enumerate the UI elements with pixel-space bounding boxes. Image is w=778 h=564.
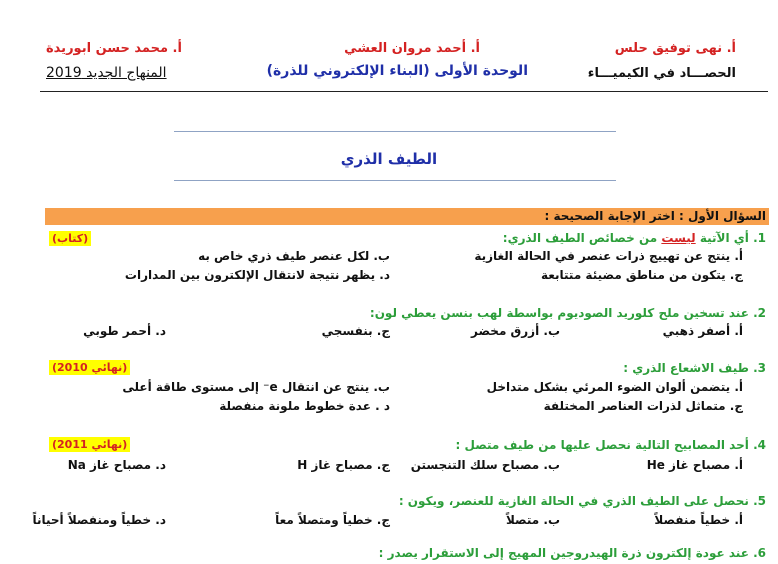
question-2-number: 2. [753, 306, 766, 320]
question-4-number: 4. [753, 438, 766, 452]
question-5-number: 5. [753, 494, 766, 508]
question-4-text: أحد المصابيح التالية نحصل عليها من طيف متصل : [455, 438, 749, 452]
q4-option-b[interactable]: ب. مصباح سلك التنجستن [410, 458, 560, 472]
teacher-name-right: أ. نهى توفيق حلس [614, 41, 736, 56]
question-2-text: عند تسخين ملح كلوريد الصوديوم بواسطة لهب بنسن يعطي لون: [369, 306, 749, 320]
q3-option-a[interactable]: أ. يتضمن ألوان الضوء المرئي بشكل متداخل [486, 380, 743, 394]
title-top-rule [174, 131, 616, 132]
q1-option-c[interactable]: ج. يتكون من مناطق مضيئة متتابعة [540, 268, 743, 282]
section-title: الطيف الذري [340, 150, 438, 168]
q5-option-d[interactable]: د. خطياً ومنفصلاً أحياناً [32, 513, 166, 527]
teacher-name-left: أ. محمد حسن ابوريدة [46, 41, 182, 56]
q3-option-c[interactable]: ج. متماثل لذرات العناصر المختلفة [543, 399, 743, 413]
source-badge-final-2011: (نهائي 2011) [49, 437, 130, 452]
question-4 [456, 438, 766, 452]
question-3-number: 3. [753, 361, 766, 375]
q1-option-a[interactable]: أ. ينتج عن تهييج ذرات عنصر في الحالة الغازية [474, 249, 743, 263]
teacher-name-center: أ. أحمد مروان العشي [344, 41, 480, 56]
q4-option-d[interactable]: د. مصباح غاز Na [67, 458, 166, 472]
question-5-text: نحصل على الطيف الذري في الحالة الغازية للعنصر، ويكون : [398, 494, 749, 508]
question-bar-label: السؤال الأول : اختر الإجابة الصحيحة : [544, 209, 766, 223]
q4-option-a[interactable]: أ. مصباح غاز He [646, 458, 743, 472]
q2-option-d[interactable]: د. أحمر طوبي [83, 324, 166, 338]
q2-option-c[interactable]: ج. بنفسجي [321, 324, 390, 338]
q1-option-d[interactable]: د. يظهر نتيجة لانتقال الإلكترون بين المدارات [124, 268, 390, 282]
source-badge-final-2010: (نهائي 2010) [49, 360, 130, 375]
question-2 [370, 306, 766, 320]
q1-option-b[interactable]: ب. لكل عنصر طيف ذري خاص به [198, 249, 390, 263]
question-6-text: عند عودة إلكترون ذرة الهيدروجين المهيج إلى الاستقرار يصدر : [378, 546, 749, 560]
curriculum-label: المنهاج الجديد 2019 [46, 65, 167, 81]
question-1-negation: ليست [661, 231, 696, 245]
q2-option-b[interactable]: ب. أزرق مخضر [471, 324, 560, 338]
question-1-number: 1. [753, 231, 766, 245]
question-1 [503, 231, 766, 245]
unit-title: الوحدة الأولى (البناء الإلكتروني للذرة) [266, 63, 528, 79]
title-bottom-rule [174, 180, 616, 181]
question-1-text-pre: أي الآتية [695, 231, 749, 245]
source-badge-book: (كتاب) [49, 231, 91, 246]
q3-option-d[interactable]: د . عدة خطوط ملونة منفصلة [219, 399, 390, 413]
q2-option-a[interactable]: أ. أصفر ذهبي [662, 324, 743, 338]
q5-option-c[interactable]: ج. خطياً ومتصلاً معاً [275, 513, 390, 527]
question-5 [399, 494, 766, 508]
question-6 [379, 546, 766, 560]
question-1-text-post: من خصائص الطيف الذري: [502, 231, 662, 245]
question-3-text: طيف الاشعاع الذري : [623, 361, 749, 375]
q5-option-a[interactable]: أ. خطياً منفصلاً [654, 513, 743, 527]
q5-option-b[interactable]: ب. متصلاً [505, 513, 560, 527]
question-3 [623, 361, 766, 375]
question-6-number: 6. [753, 546, 766, 560]
q4-option-c[interactable]: ج. مصباح غاز H [297, 458, 390, 472]
q3-option-b[interactable]: ب. ينتج عن انتقال e⁻ إلى مستوى طاقة أعلى [122, 380, 390, 394]
header-divider [40, 91, 768, 92]
subject-label: الحصـــاد في الكيميـــاء [587, 66, 736, 81]
